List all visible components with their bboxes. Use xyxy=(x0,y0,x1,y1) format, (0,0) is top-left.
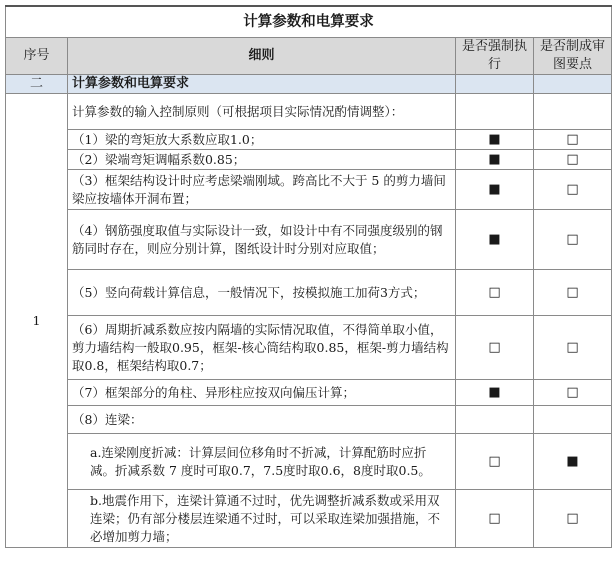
header-review: 是否制成审图要点 xyxy=(534,38,612,75)
review-checkbox[interactable]: □ xyxy=(534,490,612,548)
mandatory-checkbox[interactable]: ■ xyxy=(456,380,534,406)
rule-text: （2）梁端弯矩调幅系数0.85； xyxy=(68,150,456,170)
review-checkbox[interactable]: □ xyxy=(534,210,612,270)
section-empty-mandatory xyxy=(456,75,534,94)
rule-text: （8）连梁： xyxy=(68,406,456,434)
intro-text: 计算参数的输入控制原则（可根据项目实际情况酌情调整）： xyxy=(68,94,456,130)
header-mandatory: 是否强制执行 xyxy=(456,38,534,75)
mandatory-checkbox[interactable]: ■ xyxy=(456,150,534,170)
mandatory-checkbox[interactable]: □ xyxy=(456,270,534,316)
header-detail: 细则 xyxy=(68,38,456,75)
review-checkbox[interactable]: □ xyxy=(534,380,612,406)
mandatory-checkbox[interactable]: ■ xyxy=(456,130,534,150)
mandatory-checkbox[interactable]: ■ xyxy=(456,170,534,210)
header-no: 序号 xyxy=(6,38,68,75)
review-checkbox[interactable]: □ xyxy=(534,150,612,170)
empty-mark-cell xyxy=(456,406,534,434)
mandatory-checkbox[interactable]: □ xyxy=(456,434,534,490)
review-checkbox[interactable]: □ xyxy=(534,130,612,150)
requirements-table xyxy=(5,5,612,548)
section-number: 二 xyxy=(6,75,68,94)
rule-subitem-text: b.地震作用下，连梁计算通不过时，优先调整折减系数或采用双连梁；仍有部分楼层连梁通不过时，可以采取连梁加强措施，不必增加剪力墙； xyxy=(68,490,456,548)
review-checkbox[interactable]: □ xyxy=(534,316,612,380)
rule-subitem-text: a.连梁刚度折减：计算层间位移角时不折减，计算配筋时应折减。折减系数 7 度时可取0.7，7.5度时取0.6，8度时取0.5。 xyxy=(68,434,456,490)
mandatory-checkbox[interactable]: ■ xyxy=(456,210,534,270)
rule-text: （4）钢筋强度取值与实际设计一致，如设计中有不同强度级别的钢筋同时存在，则应分别计算，图纸设计时分别对应取值； xyxy=(68,210,456,270)
table-title: 计算参数和电算要求 xyxy=(6,6,612,38)
rule-text: （1）梁的弯矩放大系数应取1.0； xyxy=(68,130,456,150)
rule-text: （3）框架结构设计时应考虑梁端刚域。跨高比不大于 5 的剪力墙间梁应按墙体开洞布置； xyxy=(68,170,456,210)
rule-text: （5）竖向荷载计算信息，一般情况下，按模拟施工加荷3方式； xyxy=(68,270,456,316)
mandatory-checkbox[interactable]: □ xyxy=(456,490,534,548)
section-title: 计算参数和电算要求 xyxy=(68,75,456,94)
rule-text: （7）框架部分的角柱、异形柱应按双向偏压计算； xyxy=(68,380,456,406)
intro-empty-mandatory xyxy=(456,94,534,130)
mandatory-checkbox[interactable]: □ xyxy=(456,316,534,380)
review-checkbox[interactable]: ■ xyxy=(534,434,612,490)
review-checkbox[interactable]: □ xyxy=(534,270,612,316)
empty-mark-cell xyxy=(534,406,612,434)
item-number: 1 xyxy=(6,94,68,548)
intro-empty-review xyxy=(534,94,612,130)
review-checkbox[interactable]: □ xyxy=(534,170,612,210)
section-empty-review xyxy=(534,75,612,94)
rule-text: （6）周期折减系数应按内隔墙的实际情况取值，不得简单取小值，剪力墙结构一般取0.95，框架-核心筒结构取0.85，框架-剪力墙结构取0.8，框架结构取0.7； xyxy=(68,316,456,380)
